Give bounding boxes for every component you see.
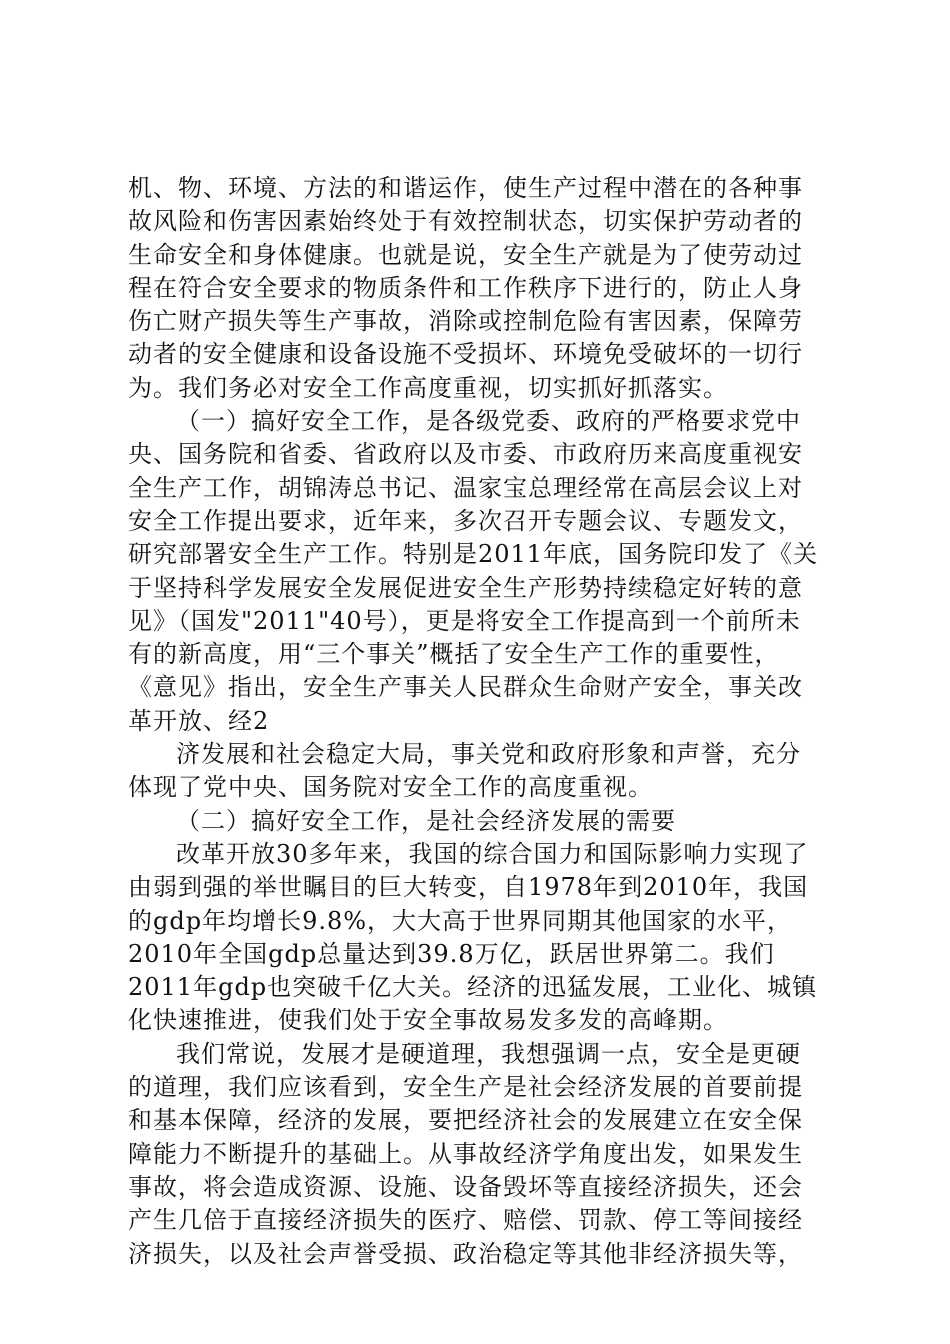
text-line: 我们常说，发展才是硬道理，我想强调一点，安全是更硬 [176, 1039, 801, 1068]
text-line: 的gdp年均增长9.8%，大大高于世界同期其他国家的水平， [128, 906, 793, 935]
text-line: 生命安全和身体健康。也就是说，安全生产就是为了使劳动过 [128, 240, 803, 269]
body-text [128, 172, 828, 1271]
text-line: 改革开放30多年来，我国的综合国力和国际影响力实现了 [176, 839, 809, 868]
text-line: （二）搞好安全工作，是社会经济发展的需要 [176, 806, 676, 835]
text-line: 的道理，我们应该看到，安全生产是社会经济发展的首要前提 [128, 1073, 803, 1102]
text-line: 产生几倍于直接经济损失的医疗、赔偿、罚款、停工等间接经 [128, 1206, 803, 1235]
text-line: 于坚持科学发展安全发展促进安全生产形势持续稳定好转的意 [128, 573, 803, 602]
text-line: 有的新高度，用“三个事关”概括了安全生产工作的重要性， [128, 640, 780, 669]
text-line: 2010年全国gdp总量达到39.8万亿，跃居世界第二。我们 [128, 939, 775, 968]
text-line: 和基本保障，经济的发展，要把经济社会的发展建立在安全保 [128, 1106, 803, 1135]
text-line: 机、物、环境、方法的和谐运作，使生产过程中潜在的各种事 [128, 174, 803, 202]
text-line: 《意见》指出，安全生产事关人民群众生命财产安全，事关改 [128, 673, 803, 702]
text-line: 济发展和社会稳定大局，事关党和政府形象和声誉，充分 [176, 740, 801, 769]
text-line: （一）搞好安全工作，是各级党委、政府的严格要求党中 [176, 407, 801, 436]
text-line: 化快速推进，使我们处于安全事故易发多发的高峰期。 [128, 1006, 728, 1035]
text-line: 安全工作提出要求，近年来，多次召开专题会议、专题发文， [128, 506, 803, 535]
text-line: 动者的安全健康和设备设施不受损坏、环境免受破坏的一切行 [128, 340, 803, 369]
text-line: 2011年gdp也突破千亿大关。经济的迅猛发展，工业化、城镇 [128, 973, 818, 1002]
text-line: 为。我们务必对安全工作高度重视，切实抓好抓落实。 [128, 373, 728, 402]
text-line: 事故，将会造成资源、设施、设备毁坏等直接经济损失，还会 [128, 1172, 803, 1201]
text-line: 伤亡财产损失等生产事故，消除或控制危险有害因素，保障劳 [128, 307, 803, 336]
text-line: 革开放、经2 [128, 706, 270, 735]
text-line: 见》（国发"2011"40号），更是将安全工作提高到一个前所未 [128, 606, 801, 635]
text-line: 由弱到强的举世瞩目的巨大转变，自1978年到2010年，我国 [128, 873, 809, 902]
text-line: 程在符合安全要求的物质条件和工作秩序下进行的，防止人身 [128, 273, 803, 302]
text-line: 故风险和伤害因素始终处于有效控制状态，切实保护劳动者的 [128, 207, 803, 236]
text-line: 研究部署安全生产工作。特别是2011年底，国务院印发了《关 [128, 540, 819, 569]
text-line: 济损失，以及社会声誉受损、政治稳定等其他非经济损失等， [128, 1239, 803, 1268]
text-line: 全生产工作，胡锦涛总书记、温家宝总理经常在高层会议上对 [128, 473, 803, 502]
text-line: 障能力不断提升的基础上。从事故经济学角度出发，如果发生 [128, 1139, 803, 1168]
text-line: 央、国务院和省委、省政府以及市委、市政府历来高度重视安 [128, 440, 803, 469]
text-line: 体现了党中央、国务院对安全工作的高度重视。 [128, 773, 653, 802]
